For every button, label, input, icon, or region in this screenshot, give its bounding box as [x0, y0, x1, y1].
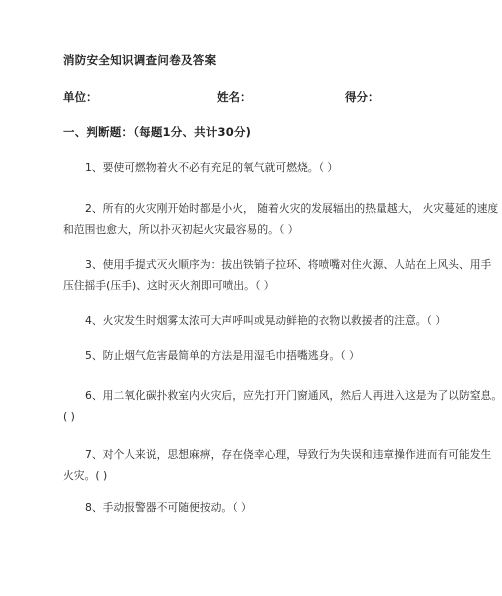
question-text: 1、要使可燃物着火不必有充足的氧气就可燃烧。（ ）	[85, 161, 339, 174]
question-3	[63, 254, 492, 296]
question-2	[63, 198, 499, 240]
question-4	[63, 310, 448, 331]
question-text: 3、使用手提式灭火顺序为：拔出铁销子拉环、将喷嘴对住火源、人站在上风头、用手	[85, 258, 492, 271]
question-text: 2、所有的火灾刚开始时都是小火， 随着火灾的发展辐出的热量越大， 火灾蔓延的速度	[85, 202, 499, 215]
question-5	[63, 345, 448, 366]
question-text-continued: ( )	[63, 410, 75, 423]
section-heading: 一、判断题：（每题1分、共计30分)	[63, 125, 252, 139]
question-text-continued: 和范围也愈大，所以扑灭初起火灾最容易的。（ ）	[63, 223, 299, 236]
question-text-continued: 压住摇手(压手)、这时灭火剂即可喷出。（ ）	[63, 279, 275, 292]
question-1	[63, 157, 448, 178]
score-field-label: 得分：	[345, 90, 380, 104]
question-text: 7、对个人来说，思想麻痹，存在侥幸心理，导致行为失误和违章操作进而有可能发生	[85, 448, 492, 461]
question-text: 8、手动报警器不可随便按动。（ ）	[85, 501, 252, 514]
name-field-label: 姓名：	[217, 90, 252, 104]
question-7	[63, 444, 492, 486]
question-8	[63, 497, 448, 518]
question-text: 5、防止烟气危害最简单的方法是用湿毛巾捂嘴逃身。（ ）	[85, 349, 360, 362]
question-text: 4、火灾发生时烟雾太浓可大声呼叫或晃动鲜艳的衣物以救援者的注意。（ ）	[85, 314, 447, 327]
question-text: 6、用二氧化碳扑救室内火灾后，应先打开门窗通风，然后人再进入这是为了以防窒息。	[85, 389, 502, 402]
question-6	[63, 385, 502, 427]
document-title: 消防安全知识调查问卷及答案	[63, 53, 217, 67]
question-text-continued: 火灾。( )	[63, 469, 108, 482]
unit-field-label: 单位：	[63, 90, 98, 104]
